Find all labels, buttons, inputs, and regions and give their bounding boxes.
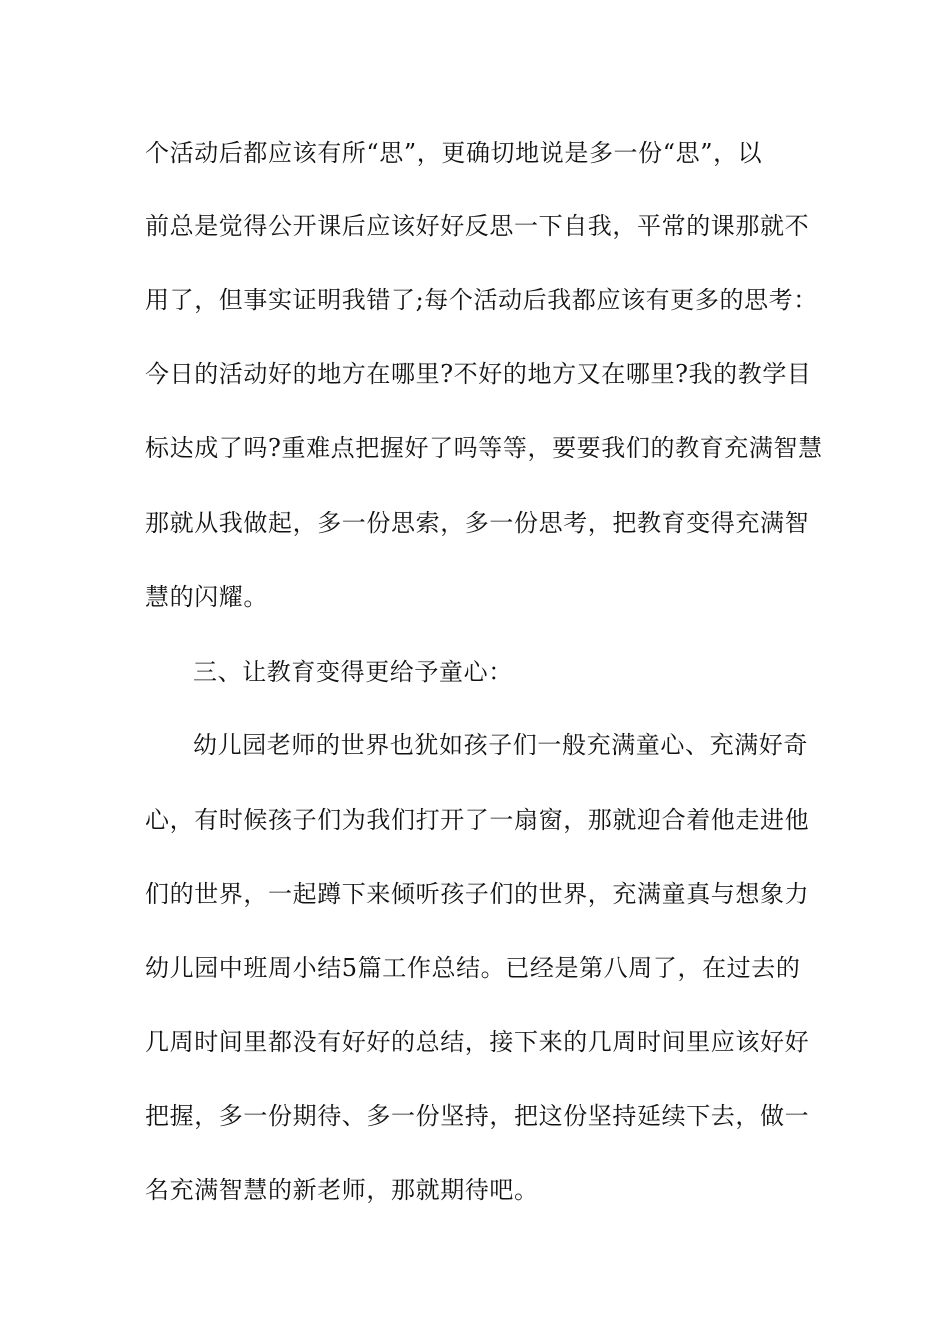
text-line: 们的世界，一起蹲下来倾听孩子们的世界，充满童真与想象力 (145, 880, 810, 908)
text-line: 名充满智慧的新老师，那就期待吧。 (145, 1176, 539, 1204)
text-line: 标达成了吗?重难点把握好了吗等等，要要我们的教育充满智慧 (145, 434, 823, 462)
text-line: 个活动后都应该有所“思”，更确切地说是多一份“思”，以 (145, 139, 763, 167)
text-line: 几周时间里都没有好好的总结，接下来的几周时间里应该好好 (145, 1028, 810, 1056)
text-line: 慧的闪耀。 (145, 583, 268, 611)
text-line: 用了，但事实证明我错了;每个活动后我都应该有更多的思考： (145, 286, 818, 314)
text-line: 幼儿园老师的世界也犹如孩子们一般充满童心、充满好奇 (193, 731, 808, 759)
section-heading: 三、让教育变得更给予童心： (193, 658, 513, 686)
text-line: 把握，多一份期待、多一份坚持，把这份坚持延续下去，做一 (145, 1102, 810, 1130)
text-line: 心，有时候孩子们为我们打开了一扇窗，那就迎合着他走进他 (145, 806, 810, 834)
text-line: 那就从我做起，多一份思索，多一份思考，把教育变得充满智 (145, 509, 810, 537)
text-line: 前总是觉得公开课后应该好好反思一下自我，平常的课那就不 (145, 212, 810, 240)
text-line: 今日的活动好的地方在哪里?不好的地方又在哪里?我的教学目 (145, 360, 812, 388)
text-line: 幼儿园中班周小结5篇工作总结。已经是第八周了，在过去的 (145, 954, 801, 982)
